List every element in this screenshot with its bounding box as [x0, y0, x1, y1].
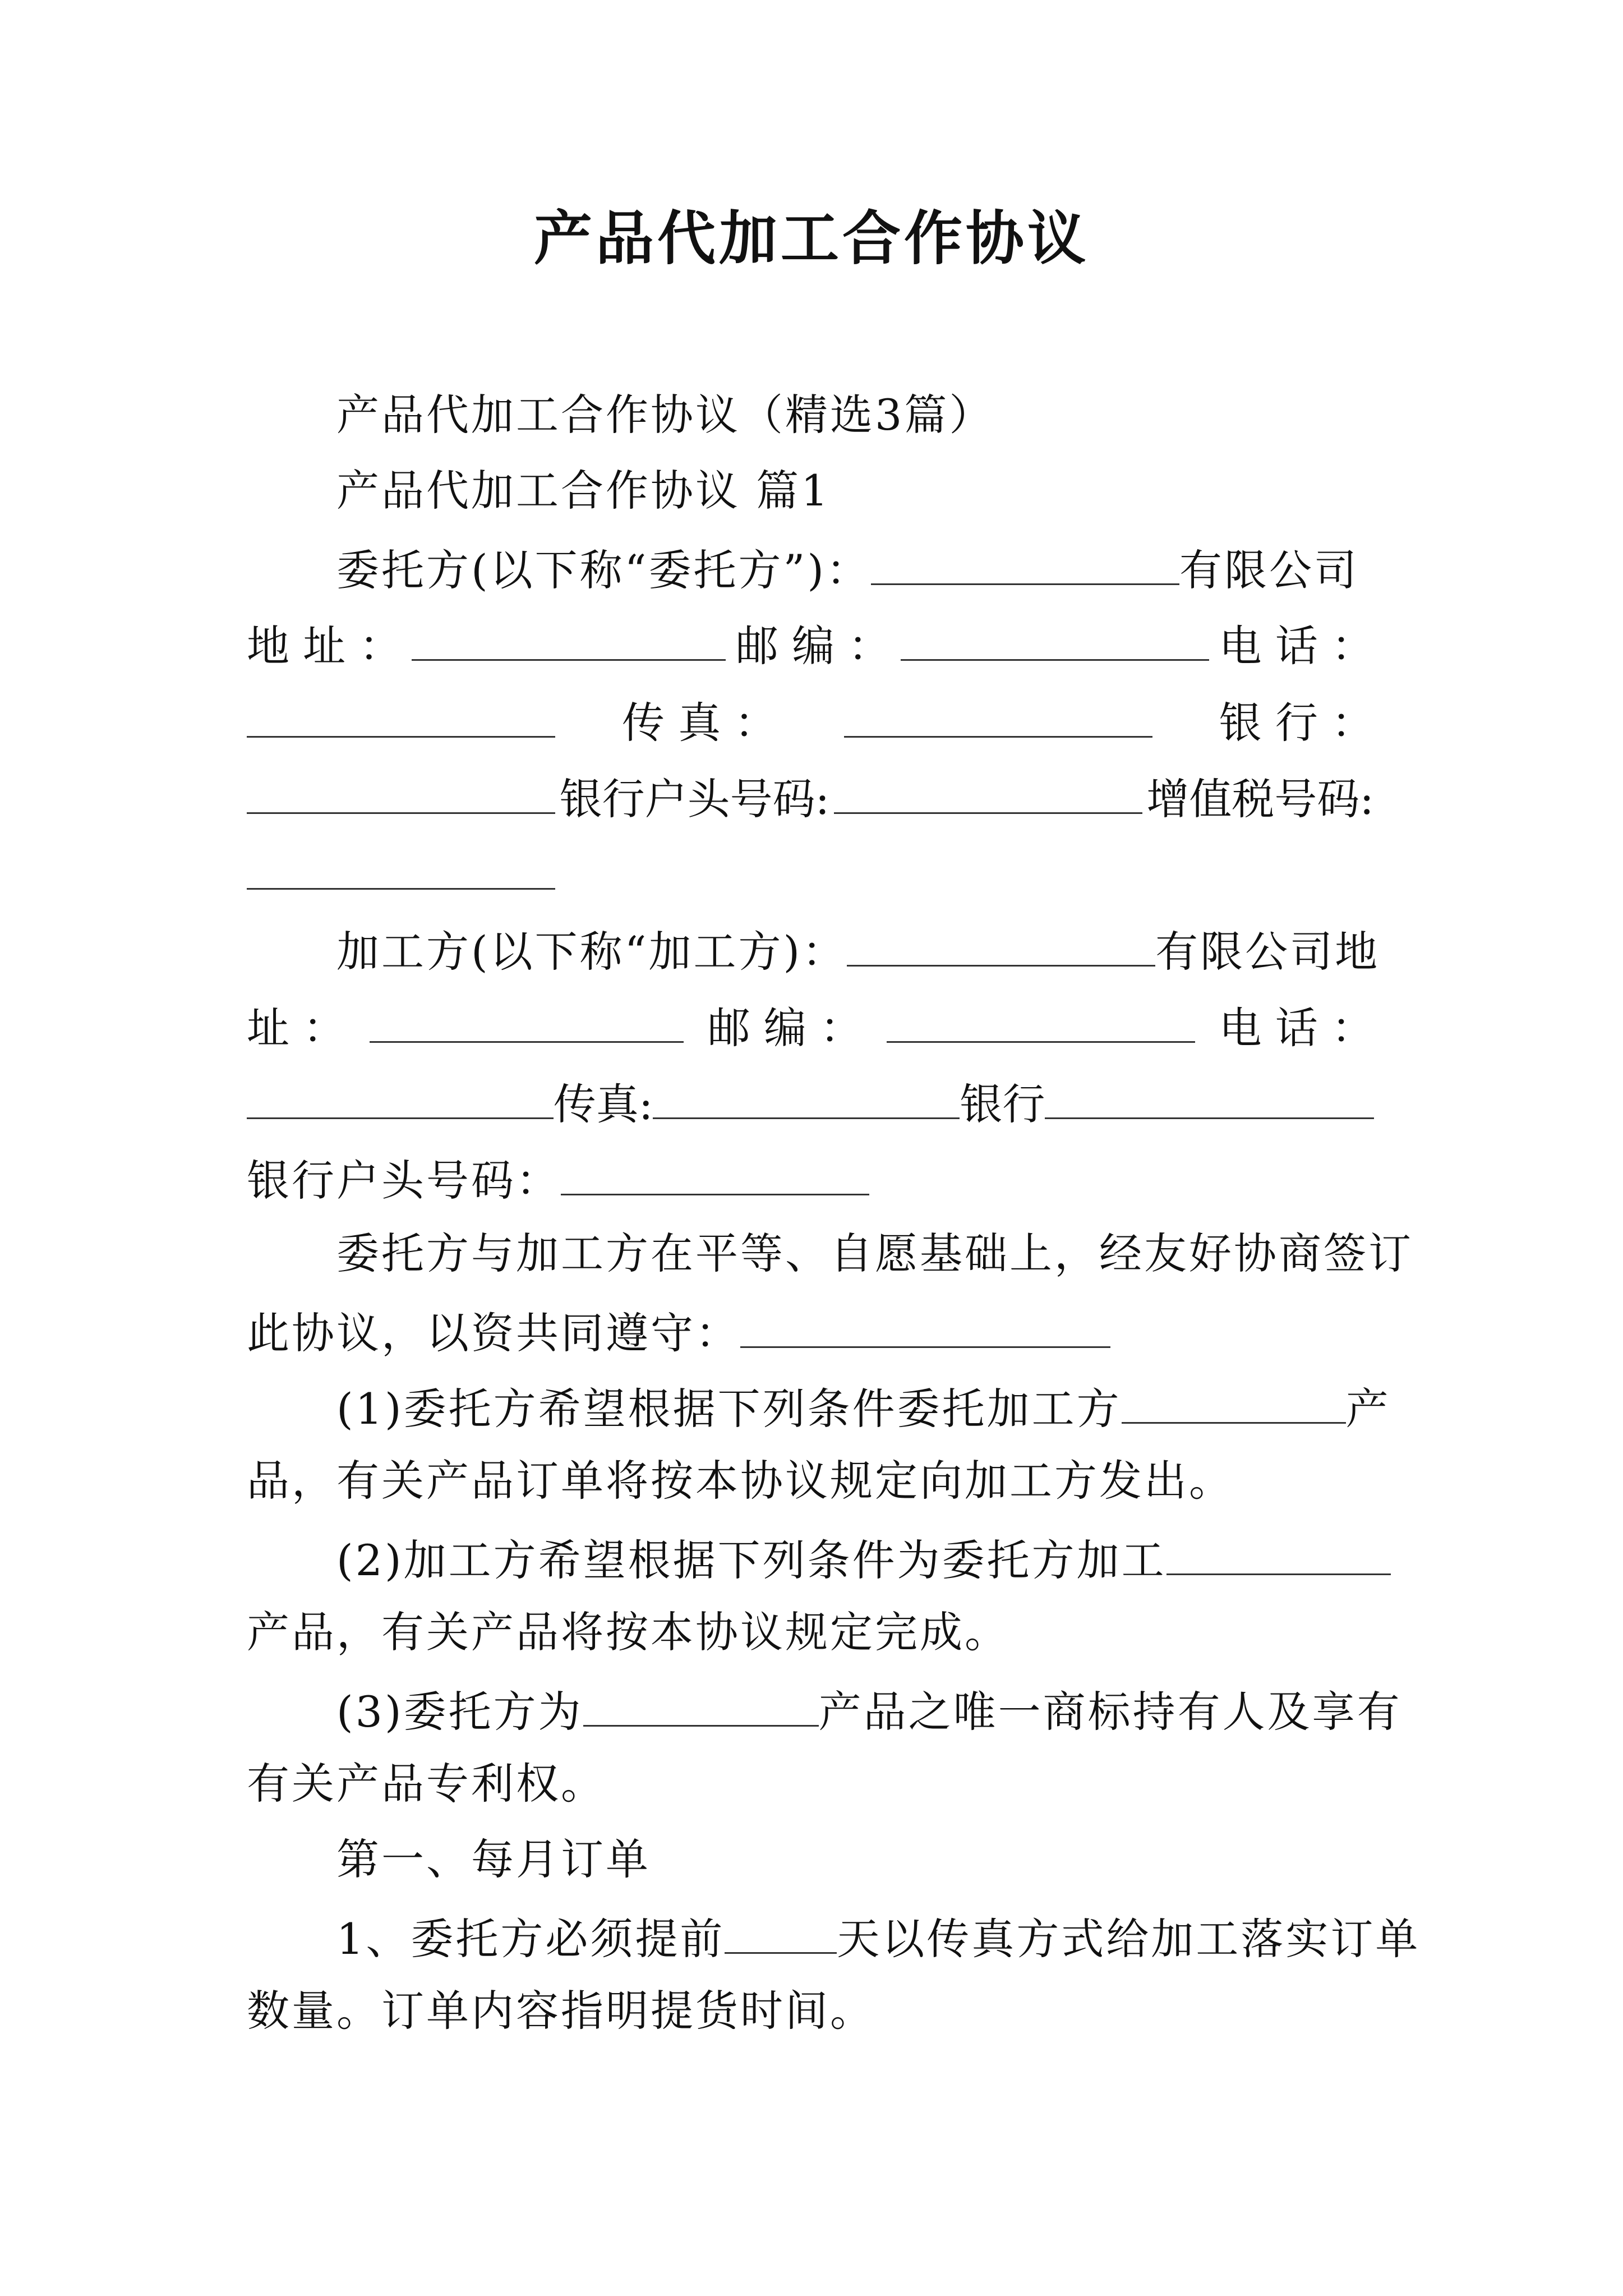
- client-intro-label: 委托方(以下称“委托方”)：: [336, 545, 872, 595]
- client-fax-bank-line: [247, 691, 1374, 751]
- processor-account-line: [247, 1149, 869, 1209]
- client-phone-label: 电 话 ：: [1219, 621, 1374, 671]
- clause-3-text: (3)委托方为: [336, 1687, 583, 1737]
- processor-fax-blank[interactable]: [653, 1073, 960, 1119]
- client-fax-blank[interactable]: [844, 691, 1152, 738]
- client-address-label: 地 址 ：: [247, 621, 402, 671]
- client-address-blank[interactable]: [412, 614, 726, 661]
- clause-3-suffix: 产品之唯一商标持有人及享有: [818, 1687, 1402, 1737]
- client-vat-blank[interactable]: [247, 886, 555, 890]
- client-fax-label: 传 真 ：: [622, 698, 777, 748]
- clause-2-line: [336, 1529, 1391, 1589]
- document-title: 产品代加工合作协议: [533, 204, 1089, 273]
- item-1-days-blank[interactable]: [725, 1907, 837, 1954]
- processor-phone-label: 电 话 ：: [1219, 1003, 1374, 1053]
- item-1-suffix: 天以传真方式给加工落实订单: [837, 1914, 1421, 1964]
- client-bank-account-label: 银行户头号码:: [559, 774, 830, 824]
- processor-bank-account-label: 银行户头号码：: [247, 1156, 561, 1205]
- section-1-heading: 第一、每月订单: [336, 1834, 651, 1884]
- processor-postcode-label: 邮 编 ：: [707, 1003, 863, 1053]
- client-account-line: [247, 767, 1374, 827]
- clause-1-suffix: 产: [1345, 1384, 1391, 1434]
- clause-2-blank[interactable]: [1166, 1529, 1391, 1575]
- clause-2-text: (2)加工方希望根据下列条件为委托方加工: [336, 1535, 1166, 1585]
- processor-address-blank[interactable]: [370, 996, 684, 1043]
- processor-intro-line: [336, 920, 1380, 980]
- item-1-text: 1、委托方必须提前: [336, 1914, 725, 1964]
- processor-name-blank[interactable]: [847, 920, 1155, 967]
- client-intro-line: [336, 539, 1359, 599]
- client-company-suffix: 有限公司: [1179, 545, 1359, 595]
- clause-3-line: [336, 1680, 1402, 1740]
- clause-1-line: [336, 1377, 1391, 1437]
- client-vat-label: 增值税号码:: [1146, 774, 1374, 824]
- item-1-continuation: 数量。订单内容指明提货时间。: [247, 1986, 875, 2036]
- processor-fax-label: 传真:: [553, 1079, 653, 1129]
- client-bank-label: 银 行 ：: [1219, 698, 1374, 748]
- agreement-blank[interactable]: [740, 1301, 1110, 1348]
- item-1-line: [336, 1907, 1420, 1967]
- client-bank-account-blank[interactable]: [834, 767, 1142, 814]
- clause-3-continuation: 有关产品专利权。: [247, 1759, 606, 1809]
- client-postcode-label: 邮 编 ：: [735, 621, 891, 671]
- document-subtitle: 产品代加工合作协议（精选3篇）: [336, 390, 994, 440]
- processor-intro-label: 加工方(以下称“加工方)：: [336, 927, 847, 977]
- clause-3-blank[interactable]: [583, 1680, 819, 1727]
- client-contact-line: [247, 614, 1374, 674]
- processor-fax-bank-line: [247, 1073, 1374, 1133]
- agreement-line-2: [247, 1301, 1110, 1361]
- agreement-line-2-text: 此协议，以资共同遵守：: [247, 1308, 740, 1358]
- processor-company-suffix: 有限公司地: [1155, 927, 1380, 977]
- processor-phone-blank[interactable]: [247, 1073, 554, 1119]
- clause-1-blank[interactable]: [1122, 1377, 1346, 1424]
- processor-address-label: 址 ：: [247, 1003, 346, 1053]
- clause-1-text: (1)委托方希望根据下列条件委托加工方: [336, 1384, 1122, 1434]
- clause-2-continuation: 产品，有关产品将按本协议规定完成。: [247, 1607, 1009, 1657]
- client-bank-blank[interactable]: [247, 767, 555, 814]
- processor-contact-line: [247, 996, 1374, 1056]
- processor-postcode-blank[interactable]: [887, 996, 1195, 1043]
- client-postcode-blank[interactable]: [901, 614, 1209, 661]
- processor-bank-blank[interactable]: [1045, 1073, 1374, 1119]
- clause-1-continuation: 品，有关产品订单将按本协议规定向加工方发出。: [247, 1456, 1234, 1506]
- processor-bank-label: 银行: [960, 1079, 1045, 1129]
- agreement-line-1: 委托方与加工方在平等、自愿基础上，经友好协商签订: [336, 1228, 1413, 1278]
- client-phone-blank[interactable]: [247, 691, 555, 738]
- processor-bank-account-blank[interactable]: [561, 1149, 869, 1195]
- client-name-blank[interactable]: [871, 539, 1179, 585]
- chapter-heading: 产品代加工合作协议 篇1: [336, 466, 831, 516]
